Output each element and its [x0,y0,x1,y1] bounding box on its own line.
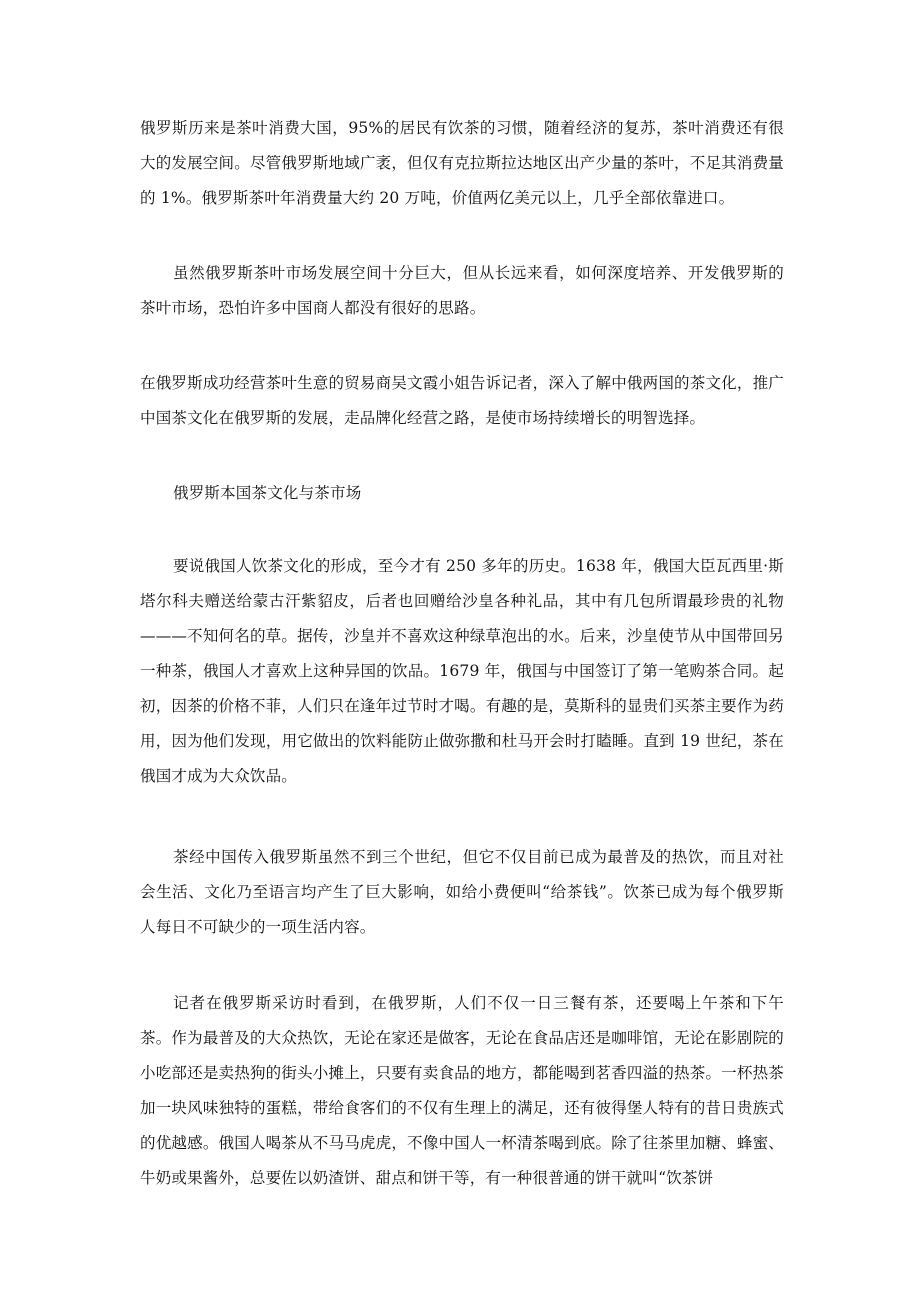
paragraph-tea-customs: 记者在俄罗斯采访时看到，在俄罗斯，人们不仅一日三餐有茶，还要喝上午茶和下午茶。作为最普及的大众热饮，无论在家还是做客，无论在食品店还是咖啡馆，无论在影剧院的小吃部还是卖热狗的街头小摊上，只要有卖食品的地方，都能喝到茗香四溢的热茶。一杯热茶加一块风味独特的蛋糕，带给食客们的不仅有生理上的满足，还有彼得堡人特有的昔日贵族式的优越感。俄国人喝茶从不马马虎虎，不像中国人一杯清茶喝到底。除了往茶里加糖、蜂蜜、牛奶或果酱外，总要佐以奶渣饼、甜点和饼干等，有一种很普通的饼干就叫“饮茶饼 [140,994,784,1187]
paragraph-tea-influence: 茶经中国传入俄罗斯虽然不到三个世纪，但它不仅目前已成为最普及的热饮，而且对社会生活、文化乃至语言均产生了巨大影响，如给小费便叫“给茶钱”。饮茶已成为每个俄罗斯人每日不可缺少的一项生活内容。 [140,848,784,936]
paragraph-market-potential: 虽然俄罗斯茶叶市场发展空间十分巨大，但从长远来看，如何深度培养、开发俄罗斯的茶叶市场，恐怕许多中国商人都没有很好的思路。 [140,264,784,317]
paragraph-tea-consumption: 俄罗斯历来是茶叶消费大国，95%的居民有饮茶的习惯，随着经济的复苏，茶叶消费还有很大的发展空间。尽管俄罗斯地域广袤，但仅有克拉斯拉达地区出产少量的茶叶，不足其消费量的 1%。俄罗斯茶叶年消费量大约 20 万吨，价值两亿美元以上，几乎全部依靠进口。 [140,119,784,207]
paragraph-tea-history: 要说俄国人饮茶文化的形成，至今才有 250 多年的历史。1638 年，俄国大臣瓦西里·斯塔尔科夫赠送给蒙古汗紫貂皮，后者也回赠给沙皇各种礼品，其中有几包所谓最珍贵的礼物———不知何名的草。据传，沙皇并不喜欢这种绿草泡出的水。后来，沙皇使节从中国带回另一种茶，俄国人才喜欢上这种异国的饮品。1679 年，俄国与中国签订了第一笔购茶合同。起初，因茶的价格不菲，人们只在逢年过节时才喝。有趣的是，莫斯科的显贵们买茶主要作为药用，因为他们发现，用它做出的饮料能防止做弥撒和杜马开会时打瞌睡。直到 19 世纪，茶在俄国才成为大众饮品。 [140,557,784,785]
paragraph-trader-interview: 在俄罗斯成功经营茶叶生意的贸易商吴文霞小姐告诉记者，深入了解中俄两国的茶文化，推广中国茶文化在俄罗斯的发展，走品牌化经营之路，是使市场持续增长的明智选择。 [140,374,784,427]
section-heading: 俄罗斯本国茶文化与茶市场 [173,484,362,502]
